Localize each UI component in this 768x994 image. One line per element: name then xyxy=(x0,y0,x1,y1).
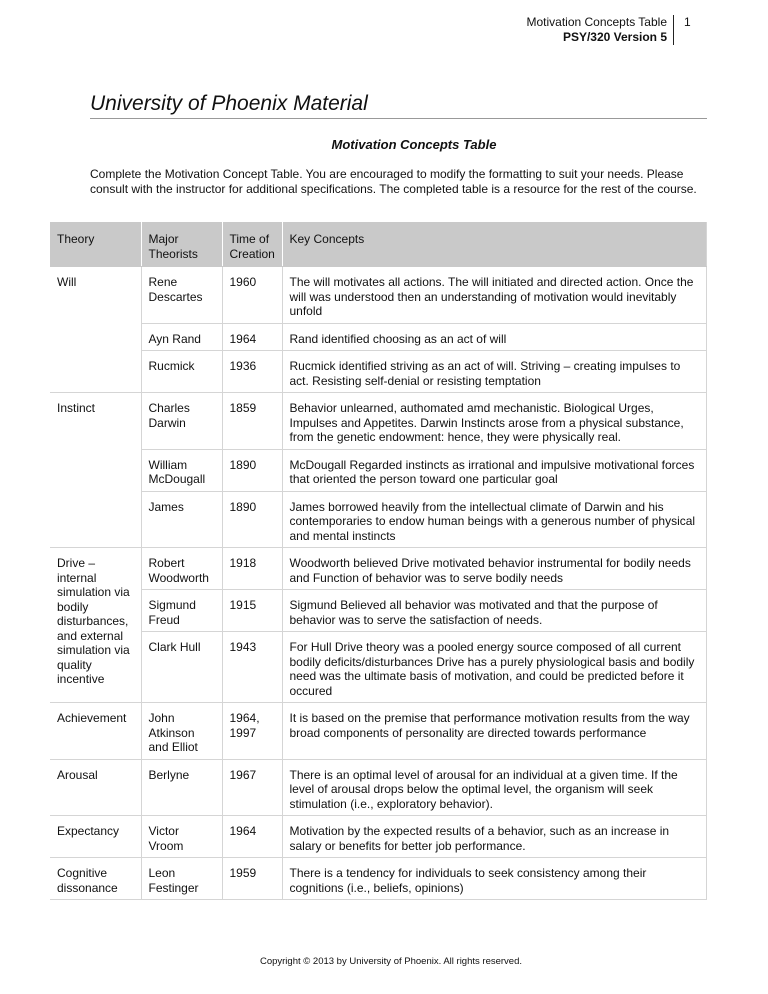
theory-cell: Arousal xyxy=(50,759,141,816)
table-row xyxy=(50,816,707,858)
theorist-cell: Robert Woodworth xyxy=(141,548,222,590)
concept-cell: There is a tendency for individuals to seek consistency among their cognitions (i.e., beliefs, opinions) xyxy=(282,858,707,900)
theory-cell: Will xyxy=(50,267,141,393)
table-row xyxy=(50,858,707,900)
concept-cell: James borrowed heavily from the intellectual climate of Darwin and his contemporaries to endow human beings with a generous number of physical and mental instincts xyxy=(282,491,707,548)
theory-cell: Instinct xyxy=(50,393,141,548)
table-row xyxy=(50,759,707,816)
column-header: Key Concepts xyxy=(282,223,707,267)
time-cell: 1890 xyxy=(222,449,282,491)
time-cell: 1967 xyxy=(222,759,282,816)
header-course: PSY/320 Version 5 xyxy=(562,30,667,44)
concept-cell: For Hull Drive theory was a pooled energy source composed of all current bodily deficits/disturbances Drive has a purely physiological basis and bodily need was the ultimate basis of motivation, and could be predicted before it occured xyxy=(282,632,707,703)
column-header: Time of Creation xyxy=(222,223,282,267)
column-header: Theory xyxy=(50,223,141,267)
column-header: Major Theorists xyxy=(141,223,222,267)
table-row xyxy=(50,548,707,590)
instructions: Complete the Motivation Concept Table. You are encouraged to modify the formatting to suit your needs. Please consult with the instructor for additional specifications. The completed table is a resource for the rest of the course. xyxy=(90,167,697,196)
time-cell: 1960 xyxy=(222,267,282,324)
theorist-cell: Victor Vroom xyxy=(141,816,222,858)
theorist-cell: Sigmund Freud xyxy=(141,590,222,632)
theorist-cell: Ayn Rand xyxy=(141,323,222,351)
time-cell: 1859 xyxy=(222,393,282,450)
copyright-footer: Copyright © 2013 by University of Phoenix. All rights reserved. xyxy=(259,956,523,967)
motivation-concepts-table xyxy=(50,222,707,900)
table-row xyxy=(50,632,707,703)
table-row xyxy=(50,393,707,450)
theorist-cell: Rene Descartes xyxy=(141,267,222,324)
running-header xyxy=(526,15,674,45)
theory-cell: Expectancy xyxy=(50,816,141,858)
time-cell: 1943 xyxy=(222,632,282,703)
time-cell: 1915 xyxy=(222,590,282,632)
time-cell: 1964 xyxy=(222,323,282,351)
theorist-cell: John Atkinson and Elliot xyxy=(141,703,222,760)
time-cell: 1890 xyxy=(222,491,282,548)
concept-cell: Behavior unlearned, authomated amd mechanistic. Biological Urges, Impulses and Appetites. Darwin Instincts arose from a physical substance, from the genetic endowment: hence, they were physically real. xyxy=(282,393,707,450)
time-cell: 1918 xyxy=(222,548,282,590)
theorist-cell: James xyxy=(141,491,222,548)
concept-cell: Rucmick identified striving as an act of will. Striving – creating impulses to act. Resisting self-denial or resisting temptation xyxy=(282,351,707,393)
theorist-cell: Charles Darwin xyxy=(141,393,222,450)
concept-cell: Motivation by the expected results of a behavior, such as an increase in salary or benefits for better job performance. xyxy=(282,816,707,858)
time-cell: 1964, 1997 xyxy=(222,703,282,760)
theorist-cell: Leon Festinger xyxy=(141,858,222,900)
theorist-cell: Berlyne xyxy=(141,759,222,816)
header-doc-title: Motivation Concepts Table xyxy=(526,15,667,29)
concept-cell: Woodworth believed Drive motivated behavior instrumental for bodily needs and Function of behavior was to serve bodily needs xyxy=(282,548,707,590)
title-divider xyxy=(90,118,707,119)
time-cell: 1959 xyxy=(222,858,282,900)
theory-cell: Drive – internal simulation via bodily disturbances, and external simulation via quality incentive xyxy=(50,548,141,703)
table-row xyxy=(50,267,707,324)
page-number: 1 xyxy=(684,15,691,29)
subtitle: Motivation Concepts Table xyxy=(331,137,497,152)
table-header-row xyxy=(50,223,707,267)
theorist-cell: Clark Hull xyxy=(141,632,222,703)
theory-cell: Cognitive dissonance xyxy=(50,858,141,900)
concept-cell: Rand identified choosing as an act of will xyxy=(282,323,707,351)
page-title: University of Phoenix Material xyxy=(90,92,368,115)
table-row xyxy=(50,491,707,548)
theorist-cell: William McDougall xyxy=(141,449,222,491)
time-cell: 1964 xyxy=(222,816,282,858)
time-cell: 1936 xyxy=(222,351,282,393)
table-row xyxy=(50,590,707,632)
table-row xyxy=(50,351,707,393)
table-row xyxy=(50,449,707,491)
concept-cell: It is based on the premise that performance motivation results from the way broad components of personality are directed towards performance xyxy=(282,703,707,760)
concept-cell: The will motivates all actions. The will initiated and directed action. Once the will was understood then an understanding of motivation would inevitably unfold xyxy=(282,267,707,324)
theorist-cell: Rucmick xyxy=(141,351,222,393)
concept-cell: Sigmund Believed all behavior was motivated and that the purpose of behavior was to serve the satisfaction of needs. xyxy=(282,590,707,632)
table-row xyxy=(50,323,707,351)
concept-cell: McDougall Regarded instincts as irrational and impulsive motivational forces that oriented the person toward one particular goal xyxy=(282,449,707,491)
theory-cell: Achievement xyxy=(50,703,141,760)
concept-cell: There is an optimal level of arousal for an individual at a given time. If the level of arousal drops below the optimal level, the organism will seek stimulation (i.e., exploratory behavior). xyxy=(282,759,707,816)
table-row xyxy=(50,703,707,760)
